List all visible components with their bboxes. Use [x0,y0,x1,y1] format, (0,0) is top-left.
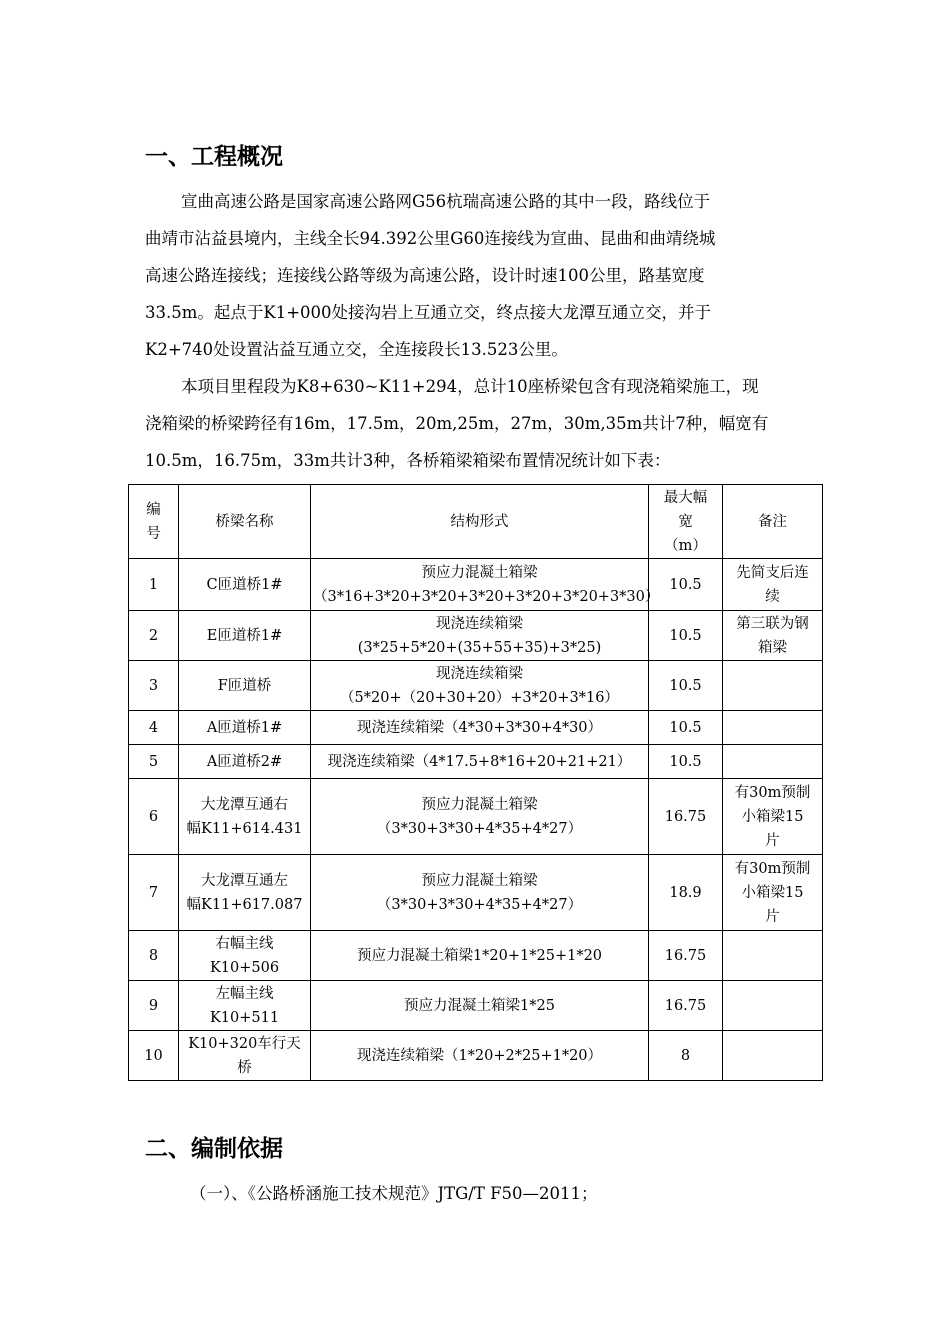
cell-structure: 预应力混凝土箱梁1*25 [311,981,649,1031]
cell-no: 6 [129,779,179,855]
cell-no: 5 [129,745,179,779]
cell-bridge-name: 大龙潭互通左 幅K11+617.087 [179,855,311,931]
cell-structure: 现浇连续箱梁（4*30+3*30+4*30） [311,711,649,745]
header-structure: 结构形式 [311,485,649,559]
cell-remark: 先简支后连 续 [723,559,823,611]
cell-no: 1 [129,559,179,611]
cell-max-width: 16.75 [649,981,723,1031]
cell-remark [723,661,823,711]
cell-structure: 现浇连续箱梁（1*20+2*25+1*20） [311,1031,649,1081]
cell-max-width: 10.5 [649,661,723,711]
paragraph-line: 高速公路连接线；连接线公路等级为高速公路，设计时速100公里，路基宽度 [145,266,705,285]
cell-no: 8 [129,931,179,981]
cell-remark [723,711,823,745]
table-row [129,931,823,981]
cell-structure: 预应力混凝土箱梁1*20+1*25+1*20 [311,931,649,981]
cell-bridge-name: E匝道桥1# [179,611,311,661]
table-row [129,855,823,931]
cell-bridge-name: 大龙潭互通右 幅K11+614.431 [179,779,311,855]
cell-max-width: 10.5 [649,611,723,661]
paragraph-line: 宣曲高速公路是国家高速公路网G56杭瑞高速公路的其中一段，路线位于 [181,192,711,211]
paragraph-line: K2+740处设置沾益互通立交，全连接段长13.523公里。 [145,340,568,359]
cell-structure: 现浇连续箱梁（4*17.5+8*16+20+21+21） [311,745,649,779]
cell-bridge-name: 左幅主线 K10+511 [179,981,311,1031]
bridge-box-girder-table [128,484,823,1081]
cell-no: 4 [129,711,179,745]
paragraph-line: 浇箱梁的桥梁跨径有16m，17.5m，20m,25m，27m，30m,35m共计7种，幅宽有 [145,414,769,433]
cell-no: 3 [129,661,179,711]
section-heading-basis: 二、编制依据 [145,1136,283,1162]
paragraph-line: 10.5m，16.75m，33m共计3种，各桥箱梁箱梁布置情况统计如下表： [145,451,671,470]
cell-remark [723,1031,823,1081]
table-row [129,1031,823,1081]
table-body [129,559,823,1081]
cell-bridge-name: 右幅主线 K10+506 [179,931,311,981]
table-row [129,711,823,745]
cell-structure: 预应力混凝土箱梁 （3*16+3*20+3*20+3*20+3*20+3*20+3*30） [311,559,649,611]
header-remark: 备注 [723,485,823,559]
cell-remark [723,981,823,1031]
cell-max-width: 16.75 [649,779,723,855]
basis-item-1: （一）、《公路桥涵施工技术规范》JTG/T F50—2011； [190,1184,598,1203]
cell-max-width: 10.5 [649,711,723,745]
cell-structure: 现浇连续箱梁 （5*20+（20+30+20）+3*20+3*16） [311,661,649,711]
table-row [129,779,823,855]
table-row [129,745,823,779]
cell-remark: 有30m预制 小箱梁15 片 [723,779,823,855]
cell-bridge-name: A匝道桥2# [179,745,311,779]
overview-paragraph-1 [145,183,815,368]
cell-max-width: 10.5 [649,745,723,779]
cell-max-width: 16.75 [649,931,723,981]
cell-bridge-name: K10+320车行天 桥 [179,1031,311,1081]
table-row [129,559,823,611]
header-no: 编 号 [129,485,179,559]
cell-bridge-name: F匝道桥 [179,661,311,711]
section-heading-overview: 一、工程概况 [145,144,283,170]
cell-no: 10 [129,1031,179,1081]
paragraph-line: 本项目里程段为K8+630~K11+294，总计10座桥梁包含有现浇箱梁施工，现 [181,377,759,396]
cell-remark: 第三联为钢 箱梁 [723,611,823,661]
overview-paragraph-2 [145,368,815,479]
cell-no: 2 [129,611,179,661]
cell-max-width: 10.5 [649,559,723,611]
cell-no: 7 [129,855,179,931]
cell-remark: 有30m预制 小箱梁15 片 [723,855,823,931]
cell-max-width: 8 [649,1031,723,1081]
header-bridge-name: 桥梁名称 [179,485,311,559]
cell-no: 9 [129,981,179,1031]
cell-bridge-name: A匝道桥1# [179,711,311,745]
table-row [129,611,823,661]
header-max-width: 最大幅 宽 （m） [649,485,723,559]
table-row [129,981,823,1031]
cell-max-width: 18.9 [649,855,723,931]
cell-structure: 预应力混凝土箱梁 （3*30+3*30+4*35+4*27） [311,855,649,931]
table-row [129,661,823,711]
cell-remark [723,931,823,981]
paragraph-line: 曲靖市沾益县境内，主线全长94.392公里G60连接线为宣曲、昆曲和曲靖绕城 [145,229,716,248]
cell-bridge-name: C匝道桥1# [179,559,311,611]
table-header-row [129,485,823,559]
cell-structure: 现浇连续箱梁 (3*25+5*20+(35+55+35)+3*25) [311,611,649,661]
cell-remark [723,745,823,779]
paragraph-line: 33.5m。起点于K1+000处接沟岩上互通立交，终点接大龙潭互通立交，并于 [145,303,712,322]
cell-structure: 预应力混凝土箱梁 （3*30+3*30+4*35+4*27） [311,779,649,855]
